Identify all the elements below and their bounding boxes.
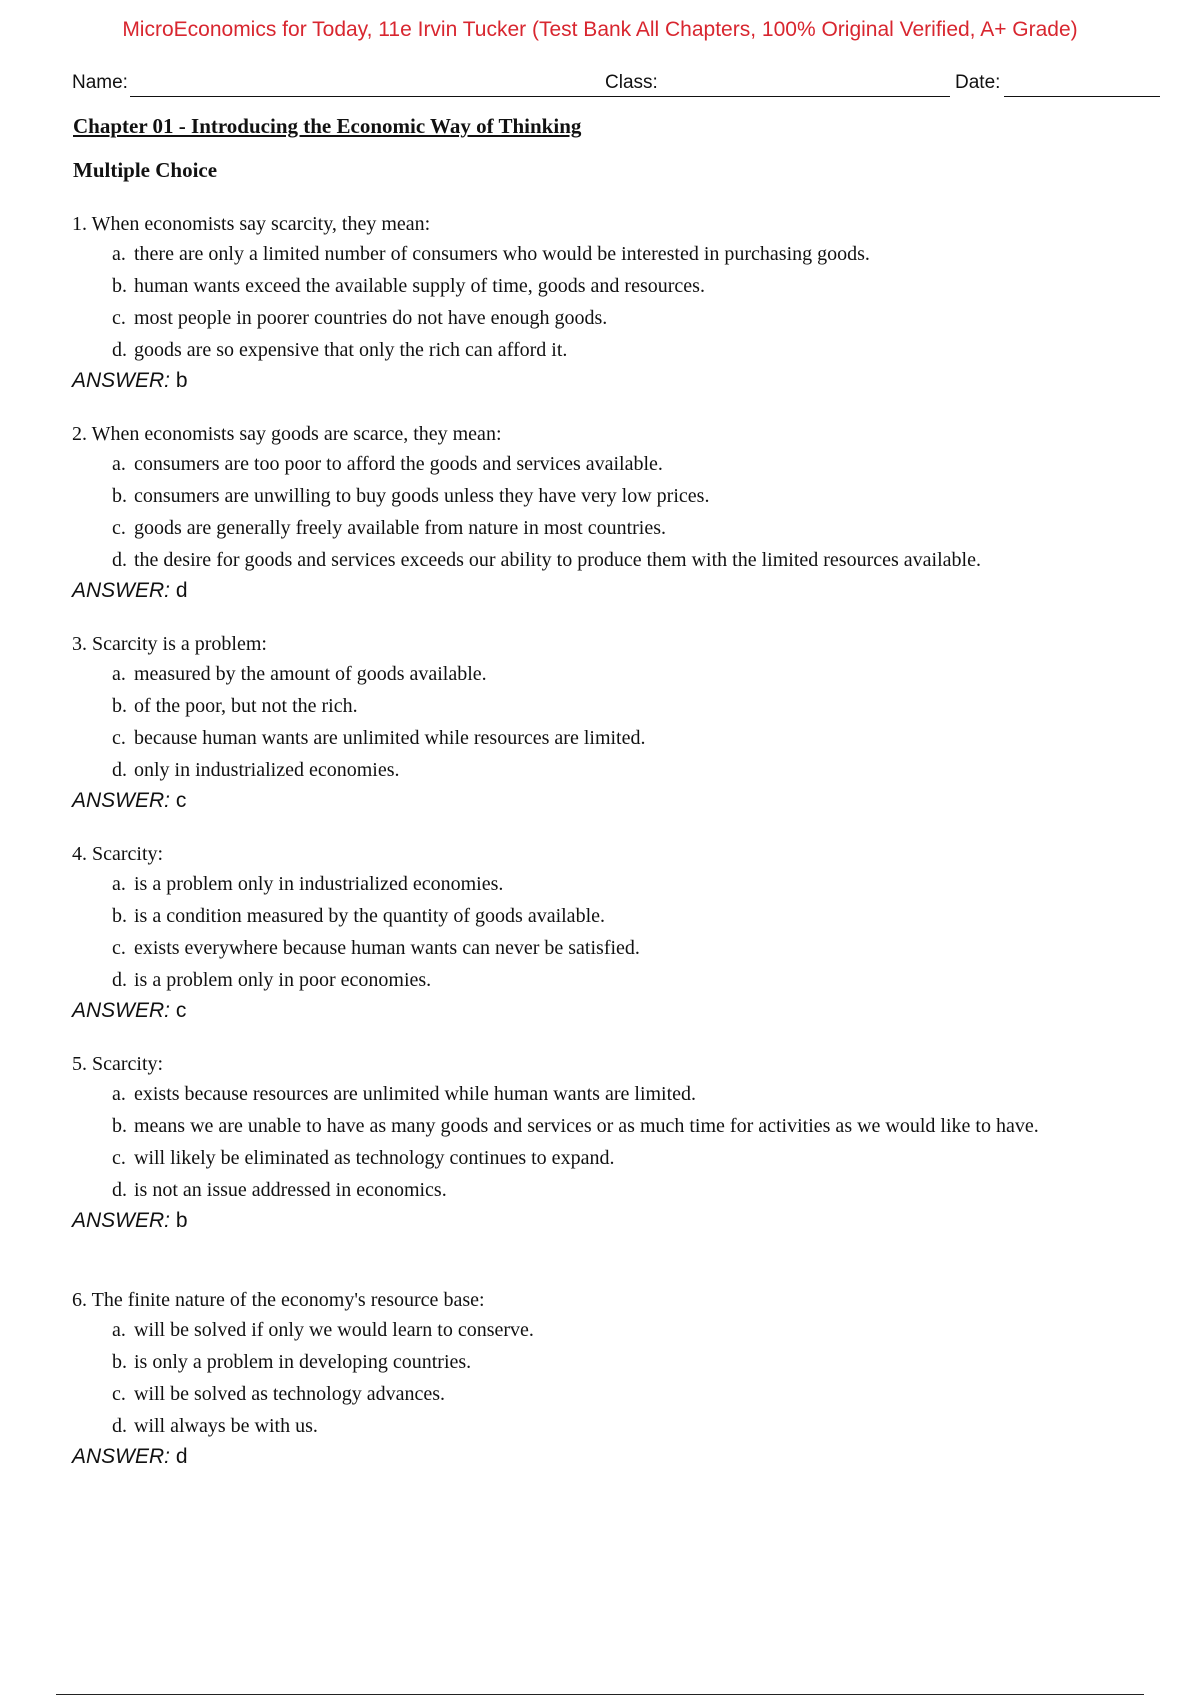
option-a <box>72 1314 1132 1346</box>
option-letter: a. <box>112 873 126 895</box>
option-d <box>72 1174 1132 1206</box>
question-text: Scarcity: <box>92 1053 164 1075</box>
date-label: Date: <box>955 72 1001 93</box>
option-text: will be solved as technology advances. <box>134 1383 446 1405</box>
option-b <box>72 900 1132 932</box>
option-text: is only a problem in developing countries. <box>134 1351 472 1373</box>
option-letter: b. <box>112 275 127 297</box>
question-number: 4. <box>72 843 87 865</box>
student-info-fields <box>72 70 1160 102</box>
answer-label: ANSWER: <box>72 1209 171 1232</box>
option-letter: c. <box>112 937 126 959</box>
document-banner: MicroEconomics for Today, 11e Irvin Tucker (Test Bank All Chapters, 100% Original Verified, A+ Grade) <box>122 18 1078 41</box>
option-list <box>72 238 1132 366</box>
option-a <box>72 868 1132 900</box>
question-text: When economists say goods are scarce, they mean: <box>91 423 502 445</box>
question-item <box>72 1286 1132 1496</box>
option-text: of the poor, but not the rich. <box>134 695 358 717</box>
name-field-line[interactable] <box>130 96 672 97</box>
answer-label: ANSWER: <box>72 789 171 812</box>
question-stem <box>72 420 1132 448</box>
option-d <box>72 544 1132 576</box>
answer-line <box>72 366 1132 396</box>
question-stem <box>72 630 1132 658</box>
answer-label: ANSWER: <box>72 999 171 1022</box>
option-letter: d. <box>112 1179 127 1201</box>
option-text: only in industrialized economies. <box>134 759 400 781</box>
option-c <box>72 932 1132 964</box>
question-item <box>72 210 1132 420</box>
option-text: is a problem only in industrialized economies. <box>134 873 504 895</box>
option-text: there are only a limited number of consumers who would be interested in purchasing goods. <box>134 243 870 265</box>
option-letter: a. <box>112 243 126 265</box>
option-list <box>72 1314 1132 1442</box>
option-c <box>72 1142 1132 1174</box>
option-text: means we are unable to have as many goods and services or as much time for activities as we would like to have. <box>134 1115 1039 1137</box>
option-text: goods are so expensive that only the rich can afford it. <box>134 339 568 361</box>
class-label: Class: <box>605 72 658 93</box>
option-c <box>72 1378 1132 1410</box>
option-text: exists everywhere because human wants can never be satisfied. <box>134 937 640 959</box>
footer-divider <box>56 1694 1144 1695</box>
question-item <box>72 630 1132 840</box>
option-b <box>72 270 1132 302</box>
option-list <box>72 658 1132 786</box>
option-text: because human wants are unlimited while resources are limited. <box>134 727 646 749</box>
question-number: 5. <box>72 1053 87 1075</box>
option-letter: a. <box>112 663 126 685</box>
option-list <box>72 868 1132 996</box>
option-letter: b. <box>112 1115 127 1137</box>
answer-line <box>72 1442 1132 1472</box>
option-letter: d. <box>112 1415 127 1437</box>
answer-value: c <box>175 999 187 1022</box>
option-b <box>72 480 1132 512</box>
answer-value: b <box>175 369 188 392</box>
question-item <box>72 420 1132 630</box>
option-c <box>72 302 1132 334</box>
chapter-title: Chapter 01 - Introducing the Economic Way of Thinking <box>73 114 582 138</box>
option-text: goods are generally freely available from nature in most countries. <box>134 517 667 539</box>
question-text: The finite nature of the economy's resource base: <box>91 1289 485 1311</box>
option-letter: d. <box>112 969 127 991</box>
date-field-line[interactable] <box>1004 96 1160 97</box>
option-a <box>72 1078 1132 1110</box>
option-text: consumers are too poor to afford the goods and services available. <box>134 453 663 475</box>
question-number: 6. <box>72 1289 87 1311</box>
question-item <box>72 840 1132 1050</box>
option-text: will always be with us. <box>134 1415 318 1437</box>
option-list <box>72 1078 1132 1206</box>
answer-value: d <box>175 1445 188 1468</box>
question-number: 2. <box>72 423 87 445</box>
question-list <box>72 210 1132 1496</box>
option-letter: b. <box>112 485 127 507</box>
option-d <box>72 964 1132 996</box>
option-letter: b. <box>112 1351 127 1373</box>
option-letter: c. <box>112 1383 126 1405</box>
question-item <box>72 1050 1132 1286</box>
answer-label: ANSWER: <box>72 1445 171 1468</box>
section-title: Multiple Choice <box>73 158 218 182</box>
question-stem <box>72 1286 1132 1314</box>
option-text: will likely be eliminated as technology continues to expand. <box>134 1147 615 1169</box>
question-text: Scarcity: <box>92 843 164 865</box>
option-letter: c. <box>112 307 126 329</box>
option-c <box>72 512 1132 544</box>
option-letter: a. <box>112 453 126 475</box>
answer-line <box>72 576 1132 606</box>
option-text: the desire for goods and services exceeds our ability to produce them with the limited resources available. <box>134 549 981 571</box>
question-stem <box>72 1050 1132 1078</box>
option-text: is not an issue addressed in economics. <box>134 1179 447 1201</box>
answer-label: ANSWER: <box>72 579 171 602</box>
option-letter: c. <box>112 1147 126 1169</box>
option-d <box>72 754 1132 786</box>
answer-label: ANSWER: <box>72 369 171 392</box>
option-a <box>72 658 1132 690</box>
answer-value: d <box>175 579 188 602</box>
option-text: human wants exceed the available supply of time, goods and resources. <box>134 275 705 297</box>
answer-line <box>72 786 1132 816</box>
option-text: most people in poorer countries do not have enough goods. <box>134 307 608 329</box>
option-text: measured by the amount of goods available. <box>134 663 487 685</box>
class-field-line[interactable] <box>662 96 950 97</box>
question-number: 3. <box>72 633 87 655</box>
name-label: Name: <box>72 72 128 93</box>
option-letter: d. <box>112 759 127 781</box>
option-letter: c. <box>112 517 126 539</box>
answer-line <box>72 1206 1132 1236</box>
option-b <box>72 1110 1132 1142</box>
question-text: Scarcity is a problem: <box>92 633 267 655</box>
option-a <box>72 448 1132 480</box>
option-letter: b. <box>112 695 127 717</box>
option-b <box>72 1346 1132 1378</box>
option-text: consumers are unwilling to buy goods unless they have very low prices. <box>134 485 710 507</box>
option-b <box>72 690 1132 722</box>
answer-value: c <box>175 789 187 812</box>
option-text: is a problem only in poor economies. <box>134 969 432 991</box>
question-number: 1. <box>72 213 87 235</box>
answer-line <box>72 996 1132 1026</box>
option-letter: c. <box>112 727 126 749</box>
option-d <box>72 334 1132 366</box>
option-letter: d. <box>112 339 127 361</box>
option-letter: d. <box>112 549 127 571</box>
option-text: will be solved if only we would learn to conserve. <box>134 1319 534 1341</box>
option-c <box>72 722 1132 754</box>
option-letter: a. <box>112 1083 126 1105</box>
answer-value: b <box>175 1209 188 1232</box>
option-letter: a. <box>112 1319 126 1341</box>
option-a <box>72 238 1132 270</box>
question-stem <box>72 210 1132 238</box>
option-d <box>72 1410 1132 1442</box>
option-text: exists because resources are unlimited while human wants are limited. <box>134 1083 697 1105</box>
option-letter: b. <box>112 905 127 927</box>
question-stem <box>72 840 1132 868</box>
option-text: is a condition measured by the quantity of goods available. <box>134 905 605 927</box>
question-text: When economists say scarcity, they mean: <box>91 213 431 235</box>
option-list <box>72 448 1132 576</box>
